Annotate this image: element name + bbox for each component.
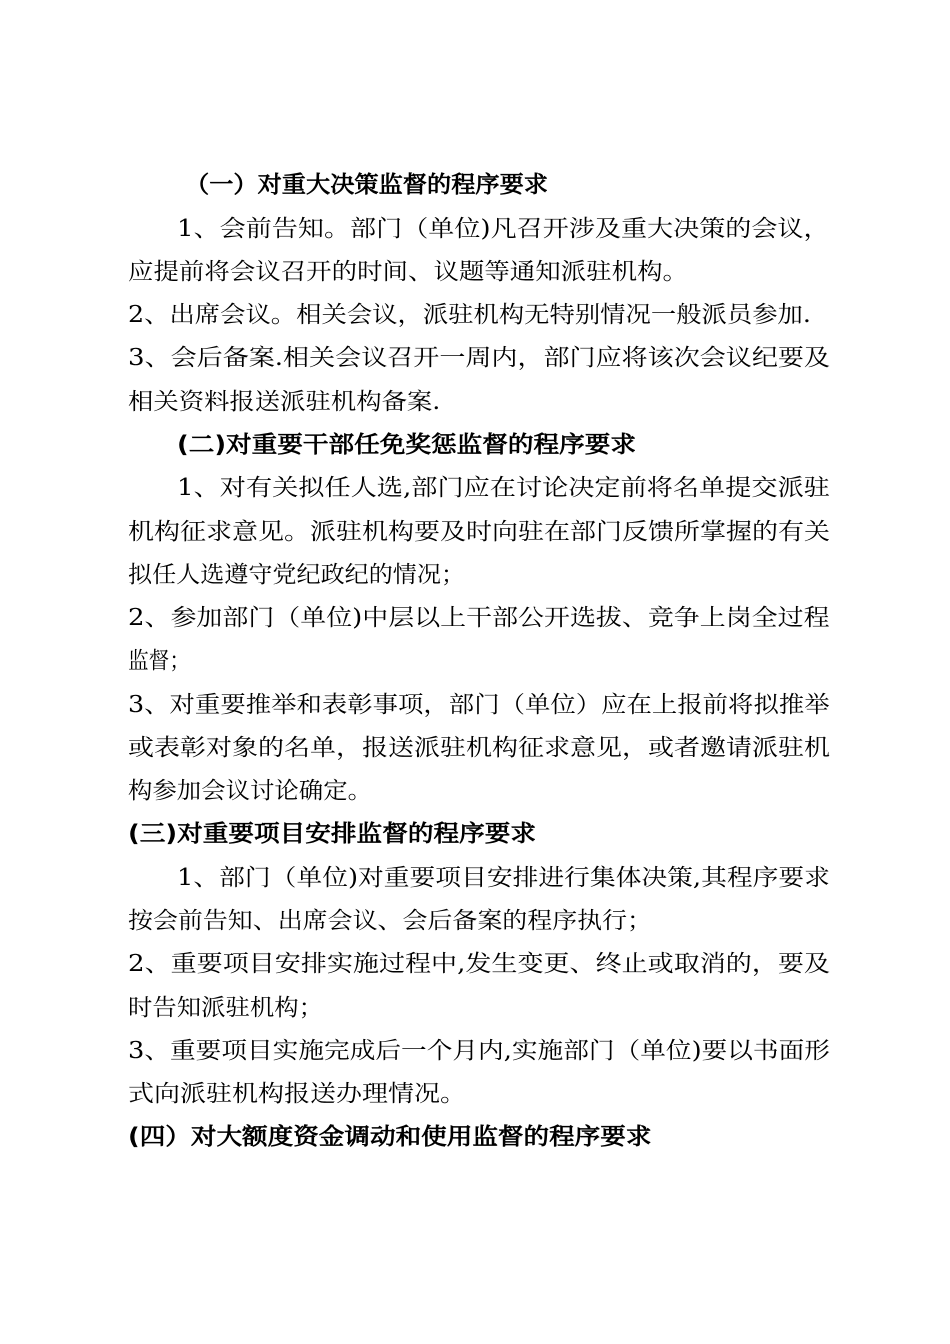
section-3-line-4: 时告知派驻机构； — [128, 995, 324, 1021]
section-2-line-3: 拟任人选遵守党纪政纪的情况； — [128, 562, 466, 588]
section-1-line-1: 1、会前告知。部门（单位)凡召开涉及重大决策的会议， — [177, 216, 830, 242]
section-3-line-3: 2、重要项目安排实施过程中,发生变更、终止或取消的，要及 — [128, 951, 830, 977]
section-1-heading: （一）对重大决策监督的程序要求 — [185, 172, 549, 198]
section-3-line-1: 1、部门（单位)对重要项目安排进行集体决策,其程序要求 — [177, 865, 830, 891]
section-2-heading: (二)对重要干部任免奖惩监督的程序要求 — [177, 432, 637, 458]
section-1-line-4: 3、会后备案.相关会议召开一周内，部门应将该次会议纪要及 — [128, 345, 830, 371]
section-3-line-2: 按会前告知、出席会议、会后备案的程序执行； — [128, 908, 653, 934]
section-2-line-5: 监督； — [128, 648, 191, 674]
section-2-line-7: 或表彰对象的名单，报送派驻机构征求意见，或者邀请派驻机 — [128, 735, 830, 761]
section-2-line-2: 机构征求意见。派驻机构要及时向驻在部门反馈所掌握的有关 — [128, 519, 830, 545]
section-1-line-2: 应提前将会议召开的时间、议题等通知派驻机构。 — [128, 259, 688, 285]
section-3-line-5: 3、重要项目实施完成后一个月内,实施部门（单位)要以书面形 — [128, 1038, 830, 1064]
section-4-heading: (四）对大额度资金调动和使用监督的程序要求 — [128, 1124, 652, 1150]
section-1-line-3: 2、出席会议。相关会议，派驻机构无特别情况一般派员参加. — [128, 302, 811, 328]
section-2-line-4: 2、参加部门（单位)中层以上干部公开选拔、竞争上岗全过程 — [128, 605, 830, 631]
section-2-line-1: 1、对有关拟任人选,部门应在讨论决定前将名单提交派驻 — [177, 475, 830, 501]
section-1-line-5: 相关资料报送派驻机构备案. — [128, 389, 441, 415]
section-3-line-6: 式向派驻机构报送办理情况。 — [128, 1081, 466, 1107]
section-2-line-6: 3、对重要推举和表彰事项，部门（单位）应在上报前将拟推举 — [128, 692, 830, 718]
section-3-heading: (三)对重要项目安排监督的程序要求 — [128, 821, 537, 847]
section-2-line-8: 构参加会议讨论确定。 — [128, 778, 373, 804]
